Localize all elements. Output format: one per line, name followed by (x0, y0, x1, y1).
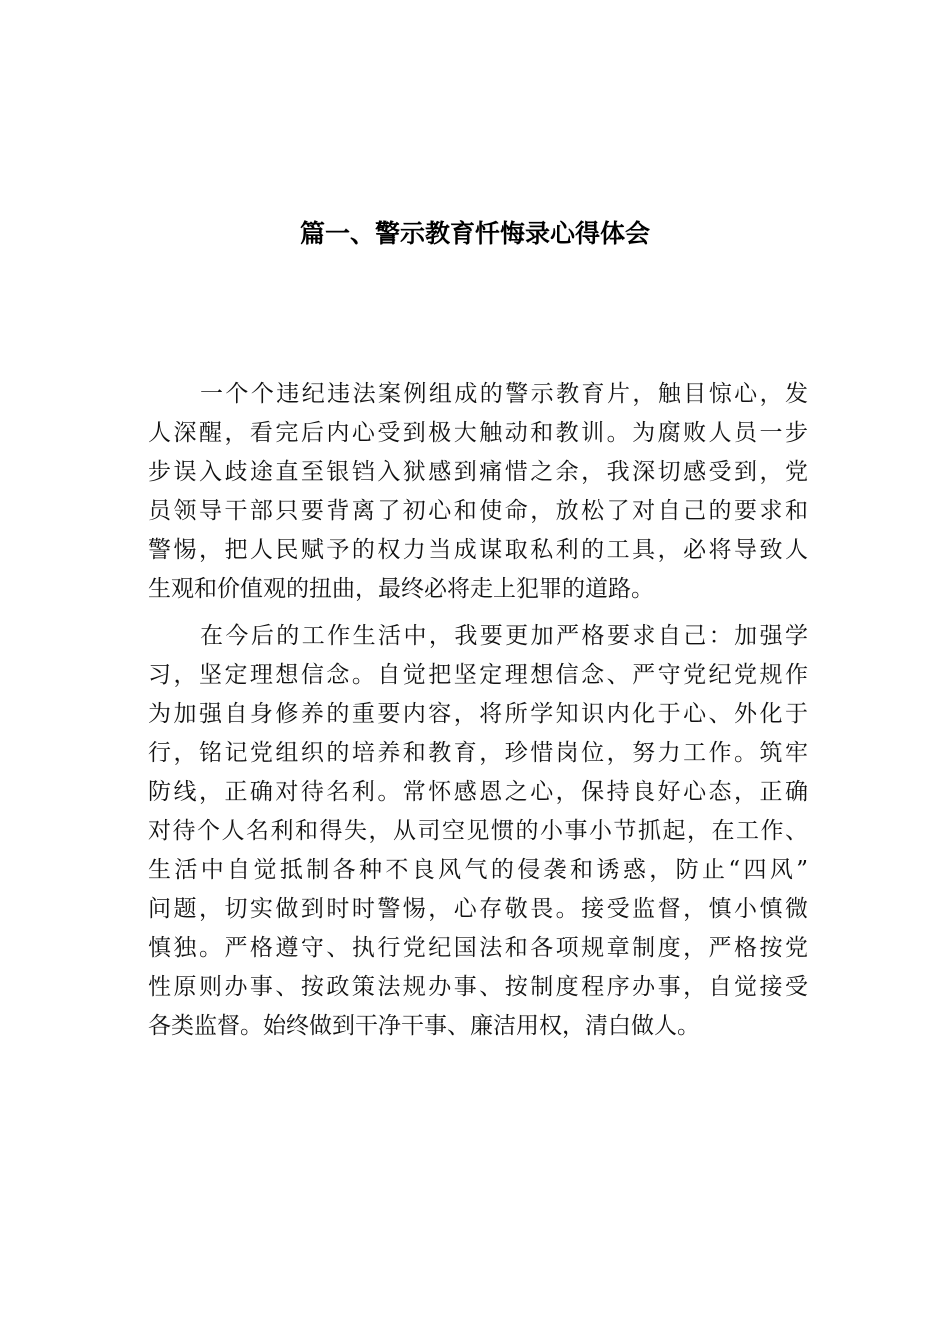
paragraph-line: 性原则办事、按政策法规办事、按制度程序办事，自觉接受 (148, 974, 808, 1000)
paragraph-line: 员领导干部只要背离了初心和使命，放松了对自己的要求和 (148, 498, 808, 524)
paragraph-line: 问题，切实做到时时警惕，心存敬畏。接受监督，慎小慎微 (148, 896, 808, 922)
paragraph-line: 在今后的工作生活中，我要更加严格要求自己：加强学 (200, 623, 808, 649)
paragraph-line: 警惕，把人民赋予的权力当成谋取私利的工具，必将导致人 (148, 537, 808, 563)
paragraph-line: 生观和价值观的扭曲，最终必将走上犯罪的道路。 (148, 576, 654, 602)
paragraph-line: 人深醒，看完后内心受到极大触动和教训。为腐败人员一步 (148, 420, 808, 446)
paragraph-2 (148, 617, 808, 1046)
paragraph-line: 习，坚定理想信念。自觉把坚定理想信念、严守党纪党规作 (148, 662, 808, 688)
paragraph-1 (148, 375, 808, 609)
paragraph-line: 各类监督。始终做到干净干事、廉洁用权，清白做人。 (148, 1013, 700, 1039)
paragraph-line: 步误入歧途直至银铛入狱感到痛惜之余，我深切感受到，党 (148, 459, 808, 485)
paragraph-line: 行，铭记党组织的培养和教育，珍惜岗位，努力工作。筑牢 (148, 740, 808, 766)
paragraph-line: 对待个人名利和得失，从司空见惯的小事小节抓起，在工作、 (148, 818, 808, 844)
document-body (148, 375, 808, 1054)
paragraph-line: 生活中自觉抵制各种不良风气的侵袭和诱惑，防止“四风” (148, 857, 808, 883)
paragraph-line: 一个个违纪违法案例组成的警示教育片，触目惊心，发 (200, 381, 808, 407)
paragraph-line: 为加强自身修养的重要内容，将所学知识内化于心、外化于 (148, 701, 808, 727)
paragraph-line: 防线，正确对待名利。常怀感恩之心，保持良好心态，正确 (148, 779, 808, 805)
paragraph-line: 慎独。严格遵守、执行党纪国法和各项规章制度，严格按党 (148, 935, 808, 961)
document-title: 篇一、警示教育忏悔录心得体会 (299, 219, 650, 248)
